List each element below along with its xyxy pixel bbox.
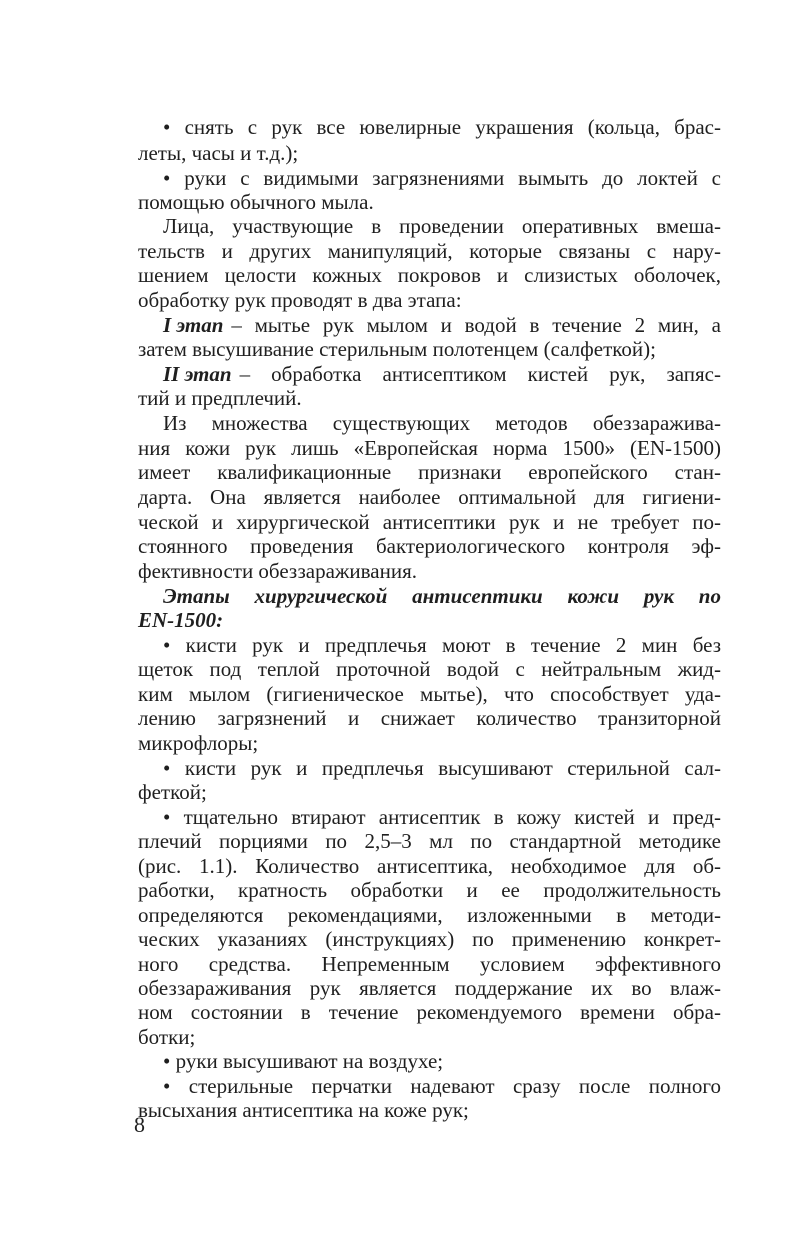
text-line: (рис. 1.1). Количество антисептика, необходимое для об- xyxy=(138,854,721,878)
text-line: • кисти рук и предплечья высушивают стерильной сал- xyxy=(163,756,721,780)
text-line: помощью обычного мыла. xyxy=(138,190,374,214)
text-line: высыхания антисептика на коже рук; xyxy=(138,1098,469,1122)
text-line: щеток под теплой проточной водой с нейтральным жид- xyxy=(138,657,721,681)
text-line: • руки с видимыми загрязнениями вымыть до локтей с xyxy=(163,166,721,190)
text-line: обработку рук проводят в два этапа: xyxy=(138,288,462,312)
text-line: Лица, участвующие в проведении оперативных вмеша- xyxy=(163,214,721,238)
stage-2-text: – обработка антисептиком кистей рук, запяс- xyxy=(239,362,721,386)
text-line: дарта. Она является наиболее оптимальной для гигиени- xyxy=(138,485,721,509)
stage-1-line xyxy=(163,313,721,337)
text-line: леты, часы и т.д.); xyxy=(138,141,299,165)
text-line: определяются рекомендациями, изложенными в методи- xyxy=(138,903,721,927)
text-line: тельств и других манипуляций, которые связаны с нару- xyxy=(138,239,721,263)
section-heading: Этапы хирургической антисептики кожи рук по xyxy=(163,584,721,608)
text-line: имеет квалификационные признаки европейского стан- xyxy=(138,460,721,484)
stage-1-text: – мытье рук мылом и водой в течение 2 мин, а xyxy=(231,313,721,337)
text-line: тий и предплечий. xyxy=(138,386,302,410)
text-line: шением целости кожных покровов и слизистых оболочек, xyxy=(138,263,721,287)
text-line: работки, кратность обработки и ее продолжительность xyxy=(138,878,721,902)
text-line: обеззараживания рук является поддержание их во влаж- xyxy=(138,976,721,1000)
text-line: плечий порциями по 2,5–3 мл по стандартной методике xyxy=(138,829,721,853)
text-line: ного средства. Непременным условием эффективного xyxy=(138,952,721,976)
text-line: стоянного проведения бактериологического контроля эф- xyxy=(138,534,721,558)
stage-2-line xyxy=(163,362,721,386)
text-line: Из множества существующих методов обеззаражива- xyxy=(163,411,721,435)
text-line: фективности обеззараживания. xyxy=(138,559,417,583)
text-line: ном состоянии в течение рекомендуемого времени обра- xyxy=(138,1000,721,1024)
text-line: микрофлоры; xyxy=(138,731,259,755)
stage-2-label: II этап xyxy=(163,362,232,386)
text-line: лению загрязнений и снижает количество транзиторной xyxy=(138,706,721,730)
text-line: • кисти рук и предплечья моют в течение 2 мин без xyxy=(163,633,721,657)
text-line: ким мылом (гигиеническое мытье), что способствует уда- xyxy=(138,682,721,706)
stage-1-label: I этап xyxy=(163,313,224,337)
section-heading-continued: EN-1500: xyxy=(138,608,224,632)
text-line: • руки высушивают на воздухе; xyxy=(163,1049,444,1073)
text-line: затем высушивание стерильным полотенцем (салфеткой); xyxy=(138,337,656,361)
text-line: ческих указаниях (инструкциях) по применению конкрет- xyxy=(138,927,721,951)
text-line: ния кожи рук лишь «Европейская норма 1500» (EN-1500) xyxy=(138,436,721,460)
text-line: • стерильные перчатки надевают сразу после полного xyxy=(163,1074,721,1098)
page-number: 8 xyxy=(134,1112,145,1137)
text-line: ческой и хирургической антисептики рук и не требует по- xyxy=(138,510,721,534)
text-line: ботки; xyxy=(138,1025,196,1049)
text-line: • тщательно втирают антисептик в кожу кистей и пред- xyxy=(163,805,721,829)
text-line: • снять с рук все ювелирные украшения (кольца, брас- xyxy=(163,115,721,139)
text-line: феткой; xyxy=(138,780,207,804)
